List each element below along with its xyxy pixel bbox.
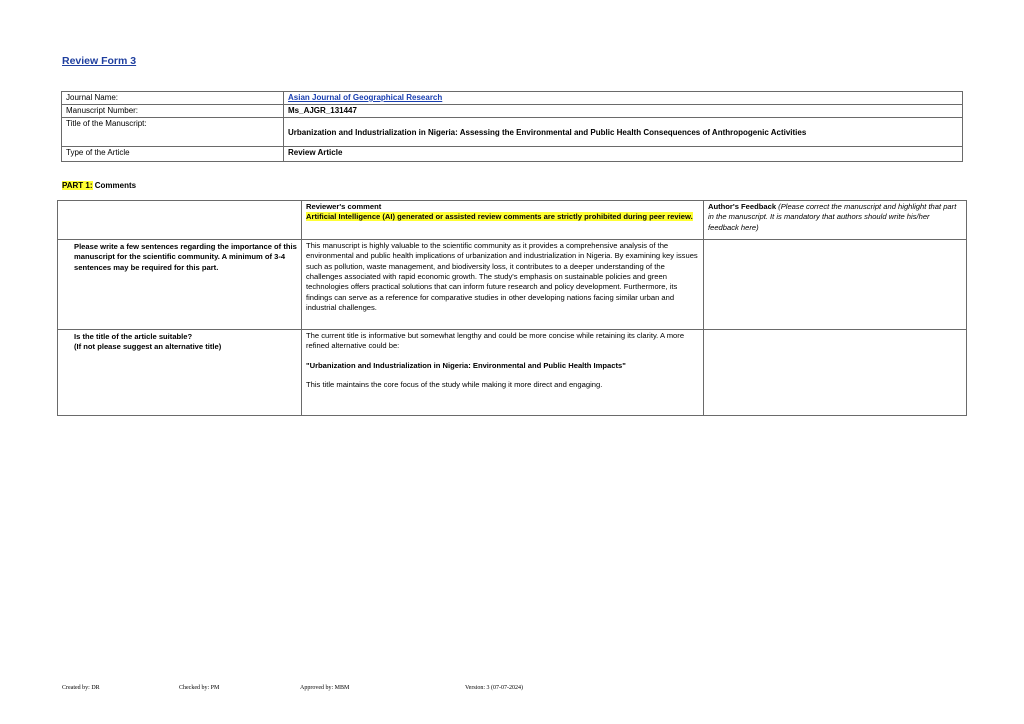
question-title-suitability (58, 330, 302, 416)
comments-header-row (58, 201, 967, 240)
journal-value (284, 92, 963, 105)
author-feedback-title-question[interactable] (704, 330, 967, 416)
journal-label: Journal Name: (62, 92, 284, 105)
comment-outro: This title maintains the core focus of the study while making it more direct and engaging. (306, 379, 603, 389)
journal-link[interactable]: Asian Journal of Geographical Research (288, 93, 443, 102)
journal-row (62, 92, 963, 105)
ai-warning: Artificial Intelligence (AI) generated or assisted review comments are strictly prohibited during peer review. (306, 212, 693, 222)
comments-table (57, 200, 967, 416)
question-row (58, 240, 967, 330)
suggested-title: "Urbanization and Industrialization in Nigeria: Environmental and Public Health Impacts" (306, 360, 626, 370)
author-feedback-importance[interactable] (704, 240, 967, 330)
comment-intro: The current title is informative but somewhat lengthy and could be more concise while retaining its clarity. A more refined alternative could be: (306, 331, 685, 351)
part-label: PART 1: (62, 181, 93, 190)
footer-version: Version: 3 (07-07-2024) (465, 685, 523, 691)
reviewer-comment-title: Reviewer's comment (306, 202, 382, 211)
form-title: Review Form 3 (62, 55, 137, 67)
manuscript-title-value: Urbanization and Industrialization in Nigeria: Assessing the Environmental and Public Health Consequences of Anthropogenic Activities (284, 118, 963, 147)
reviewer-header-cell (302, 201, 704, 240)
part-heading (62, 181, 136, 190)
footer-approved: Approved by: MBM (300, 685, 350, 691)
manuscript-number-label: Manuscript Number: (62, 105, 284, 118)
article-type-value: Review Article (284, 147, 963, 162)
manuscript-info-table (61, 91, 963, 162)
reviewer-comment-importance: This manuscript is highly valuable to the scientific community as it provides a comprehensive analysis of the environmental and public health implications of urbanization and industrialization in Nigeria. By examining key issues such as pollution, waste management, and biodiversity loss, it contributes to a deeper understanding of the challenges associated with rapid economic growth. The study's emphasis on sustainable policies and green technologies offers practical solutions that can inform future research and policy development. Furthermore, its findings can serve as a reference for comparative studies in other developing nations facing similar urban and industrial challenges. (302, 240, 704, 330)
manuscript-number-row (62, 105, 963, 118)
manuscript-number-value: Ms_AJGR_131447 (284, 105, 963, 118)
article-type-label: Type of the Article (62, 147, 284, 162)
article-type-row (62, 147, 963, 162)
part-title: Comments (92, 181, 137, 190)
question-title-line2: (If not please suggest an alternative title) (74, 342, 222, 352)
question-row (58, 330, 967, 416)
author-feedback-title: Author's Feedback (708, 202, 777, 211)
header-empty-cell (58, 201, 302, 240)
author-feedback-note: (Please correct the manuscript and highlight that part in the manuscript. It is mandatory that authors should write his/her feedback here) (708, 202, 957, 232)
footer-created: Created by: DR (62, 685, 100, 691)
question-importance: Please write a few sentences regarding the importance of this manuscript for the scientific community. A minimum of 3-4 sentences may be required for this part. (58, 240, 302, 330)
footer-checked: Checked by: PM (179, 685, 220, 691)
author-feedback-header-cell (704, 201, 967, 240)
reviewer-comment-title (302, 330, 704, 416)
manuscript-title-label: Title of the Manuscript: (62, 118, 284, 147)
question-title-line1: Is the title of the article suitable? (74, 332, 193, 341)
manuscript-title-row (62, 118, 963, 147)
